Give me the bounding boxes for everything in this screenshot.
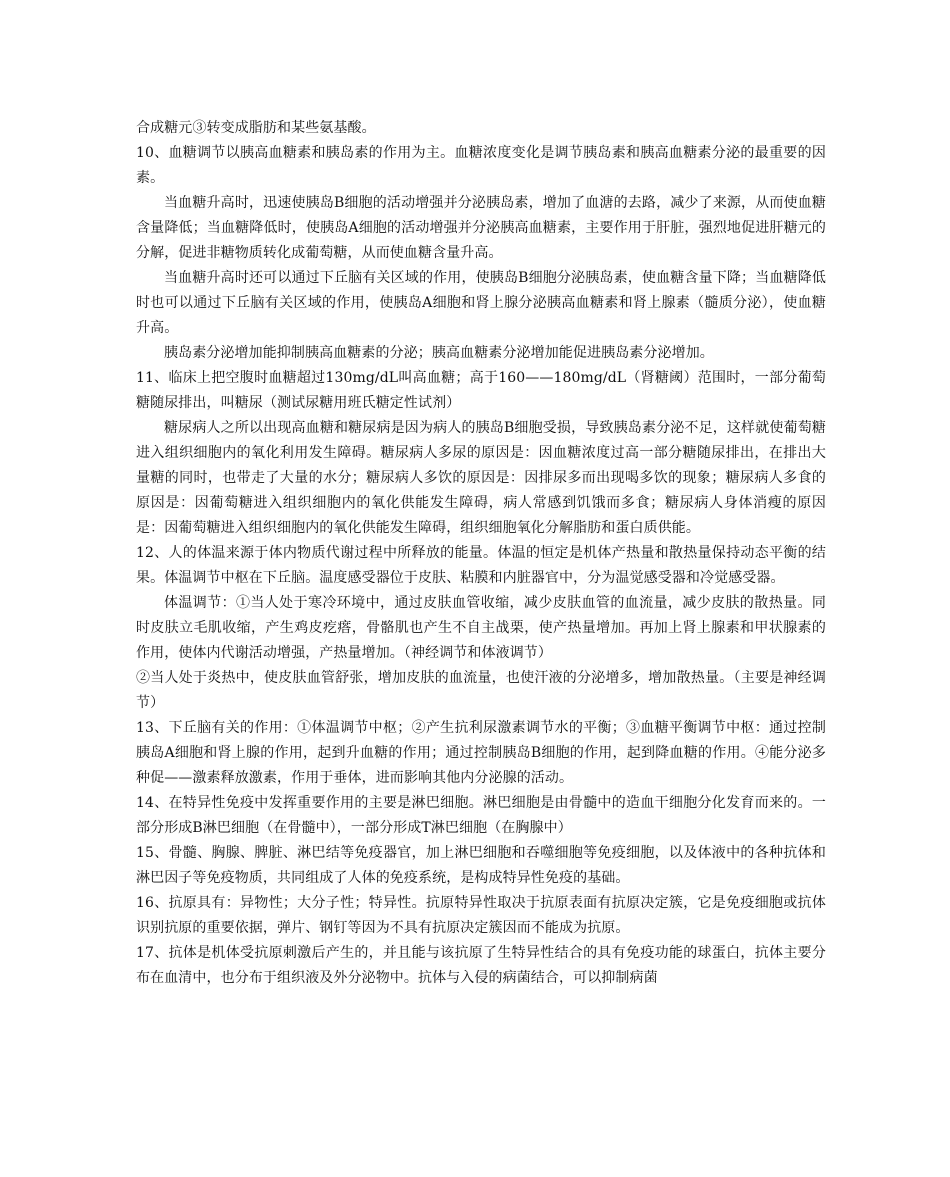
paragraph-thermoregulation-hot: ②当人处于炎热中，使皮肤血管舒张，增加皮肤的血流量，也使汗液的分泌增多，增加散热量。（主要是神经调节） xyxy=(136,670,826,711)
paragraph-hypothalamus-regulation: 当血糖升高时还可以通过下丘脑有关区域的作用，使胰岛B细胞分泌胰岛素，使血糖含量下降；当血糖降低时也可以通过下丘脑有关区域的作用，使胰岛A细胞和肾上腺分泌胰高血糖素和肾上腺素（髓质分泌），使血糖升高。 xyxy=(136,270,826,336)
document-page xyxy=(136,116,826,991)
paragraph-item-11: 11、临床上把空腹时血糖超过130mg/dL叫高血糖；高于160——180mg/dL（肾糖阈）范围时，一部分葡萄糖随尿排出，叫糖尿（测试尿糖用班氏糖定性试剂） xyxy=(136,370,826,411)
paragraph-insulin-glucagon: 胰岛素分泌增加能抑制胰高血糖素的分泌；胰高血糖素分泌增加能促进胰岛素分泌增加。 xyxy=(164,345,714,361)
paragraph-item-12: 12、人的体温来源于体内物质代谢过程中所释放的能量。体温的恒定是机体产热量和散热量保持动态平衡的结果。体温调节中枢在下丘脑。温度感受器位于皮肤、粘膜和内脏器官中，分为温觉感受器和冷觉感受器。 xyxy=(136,545,826,586)
paragraph-item-15: 15、骨髓、胸腺、脾脏、淋巴结等免疫器官，加上淋巴细胞和吞噬细胞等免疫细胞，以及体液中的各种抗体和淋巴因子等免疫物质，共同组成了人体的免疫系统，是构成特异性免疫的基础。 xyxy=(136,845,826,886)
paragraph-item-17: 17、抗体是机体受抗原刺激后产生的，并且能与该抗原了生特异性结合的具有免疫功能的球蛋白，抗体主要分布在血清中，也分布于组织液及外分泌物中。抗体与入侵的病菌结合，可以抑制病菌 xyxy=(136,945,826,986)
paragraph-blood-sugar-rise: 当血糖升高时，迅速使胰岛B细胞的活动增强并分泌胰岛素，增加了血溏的去路，减少了来源，从而使血糖含量降低；当血糖降低时，使胰岛A细胞的活动增强并分泌胰高血糖素，主要作用于肝脏，强烈地促进肝糖元的分解，促进非糖物质转化成葡萄糖，从而使血糖含量升高。 xyxy=(136,195,826,261)
paragraph-item-16: 16、抗原具有：异物性；大分子性；特异性。抗原特异性取决于抗原表面有抗原决定簇，它是免疫细胞或抗体识别抗原的重要依据，弹片、钢钉等因为不具有抗原决定簇因而不能成为抗原。 xyxy=(136,895,826,936)
paragraph-diabetes: 糖尿病人之所以出现高血糖和糖尿病是因为病人的胰岛B细胞受损，导致胰岛素分泌不足，这样就使葡萄糖进入组织细胞内的氧化利用发生障碍。糖尿病人多尿的原因是：因血糖浓度过高一部分糖随尿排出，在排出大量糖的同时，也带走了大量的水分；糖尿病人多饮的原因是：因排尿多而出现喝多饮的现象；糖尿病人多食的原因是：因葡萄糖进入组织细胞内的氧化供能发生障碍，病人常感到饥饿而多食；糖尿病人身体消瘦的原因是：因葡萄糖进入组织细胞内的氧化供能发生障碍，组织细胞氧化分解脂肪和蛋白质供能。 xyxy=(136,420,826,536)
paragraph-thermoregulation-cold: 体温调节：①当人处于寒冷环境中，通过皮肤血管收缩，减少皮肤血管的血流量，减少皮肤的散热量。同时皮肤立毛肌收缩，产生鸡皮疙瘩，骨骼肌也产生不自主战栗，使产热量增加。再加上肾上腺素和甲状腺素的作用，使体内代谢活动增强，产热量增加。（神经调节和体液调节） xyxy=(136,595,826,661)
paragraph-item-14: 14、在特异性免疫中发挥重要作用的主要是淋巴细胞。淋巴细胞是由骨髓中的造血干细胞分化发育而来的。一部分形成B淋巴细胞（在骨髓中），一部分形成T淋巴细胞（在胸腺中） xyxy=(136,795,826,836)
paragraph-glycogen-end: 合成糖元③转变成脂肪和某些氨基酸。 xyxy=(136,120,376,136)
paragraph-item-10: 10、血糖调节以胰高血糖素和胰岛素的作用为主。血糖浓度变化是调节胰岛素和胰高血糖素分泌的最重要的因素。 xyxy=(136,145,826,186)
paragraph-item-13: 13、下丘脑有关的作用：①体温调节中枢；②产生抗利尿激素调节水的平衡；③血糖平衡调节中枢：通过控制胰岛A细胞和肾上腺的作用，起到升血糖的作用；通过控制胰岛B细胞的作用，起到降血糖的作用。④能分泌多种促——激素释放激素，作用于垂体，进而影响其他内分泌腺的活动。 xyxy=(136,720,826,786)
